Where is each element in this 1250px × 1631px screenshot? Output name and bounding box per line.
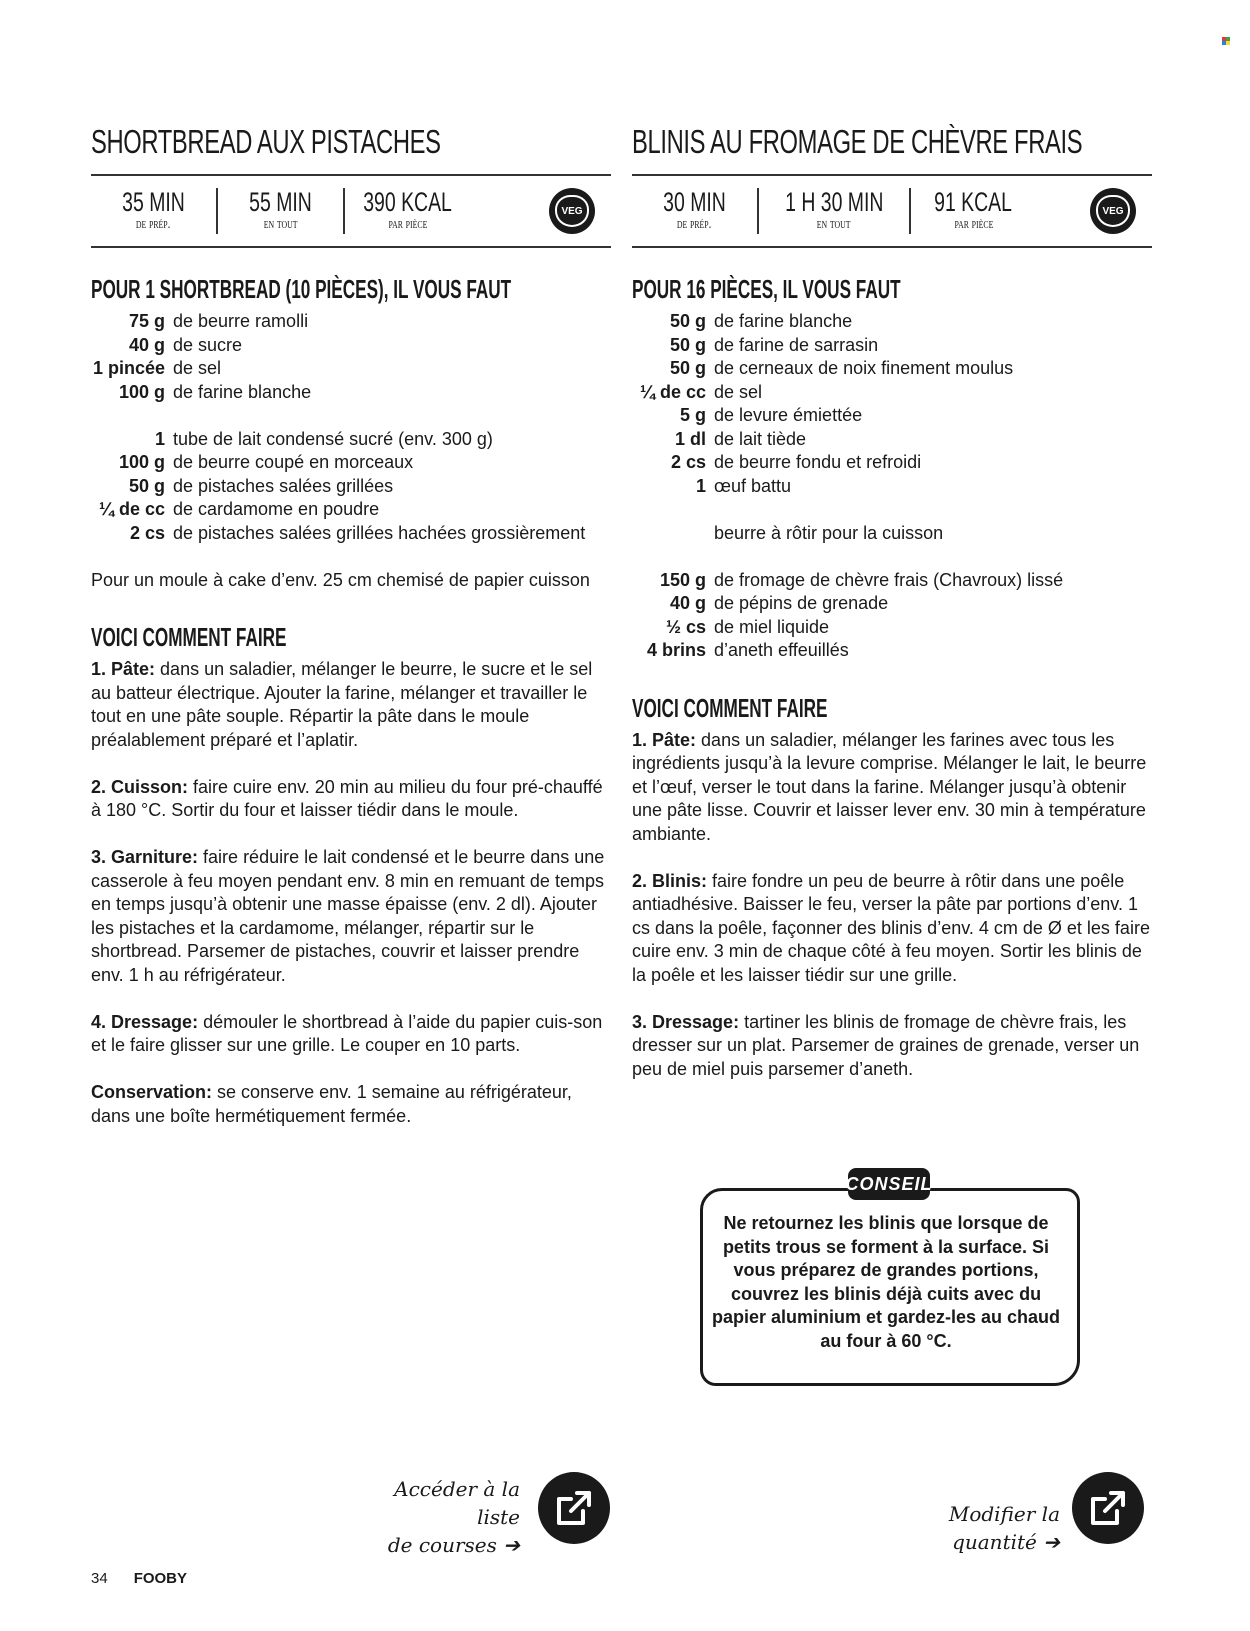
stat-prep — [91, 188, 216, 234]
ingredient-row — [632, 334, 1152, 358]
stat-value: 91 KCAL — [934, 187, 1013, 217]
stat-value: 30 MIN — [663, 187, 726, 217]
ingredient-text: de sucre — [173, 334, 243, 355]
ingredients-heading: POUR 1 SHORTBREAD (10 PIÈCES), IL VOUS FAUT — [91, 274, 512, 304]
recipe-title: SHORTBREAD AUX PISTACHES — [91, 123, 441, 160]
method-steps — [91, 658, 611, 1128]
step-label: 2. Blinis: — [632, 870, 708, 891]
ingredient-qty: ¼ de cc — [639, 381, 706, 402]
page-number: 34 — [91, 1570, 108, 1587]
tip-label: CONSEIL — [848, 1168, 930, 1200]
stat-value: 55 MIN — [249, 187, 312, 217]
ingredient-row — [632, 569, 1152, 593]
method-step — [91, 846, 611, 987]
modify-quantity-button[interactable] — [1072, 1472, 1144, 1544]
veg-icon: VEG — [549, 188, 595, 234]
ingredient-qty: 1 dl — [674, 428, 706, 449]
ingredient-row — [91, 475, 611, 499]
ingredient-row — [632, 451, 1152, 475]
page-footer — [91, 1570, 187, 1587]
method-step — [632, 1011, 1152, 1082]
veg-icon: VEG — [1090, 188, 1136, 234]
stat-value: 390 KCAL — [363, 187, 452, 217]
ingredient-text: de cardamome en poudre — [173, 499, 380, 519]
ingredient-text: tube de lait condensé sucré (env. 300 g) — [173, 428, 493, 449]
ingredient-qty: 1 — [695, 475, 706, 496]
external-link-icon — [1087, 1487, 1129, 1529]
ingredient-qty: 50 g — [669, 334, 706, 355]
ingredient-qty: 150 g — [659, 569, 706, 590]
step-label: Conservation: — [91, 1082, 213, 1102]
ingredient-row — [91, 522, 611, 546]
ingredient-text: de levure émiettée — [714, 405, 863, 425]
ingredient-qty: 2 cs — [670, 452, 706, 472]
ingredient-qty: 40 g — [669, 593, 706, 613]
external-link-icon — [553, 1487, 595, 1529]
ingredient-spacer — [632, 498, 1152, 522]
recipe-stats — [632, 174, 1152, 248]
mold-note: Pour un moule à cake d’env. 25 cm chemisé de papier cuisson — [91, 569, 590, 590]
ingredient-qty: ¼ de cc — [98, 499, 165, 519]
step-label: 3. Dressage: — [632, 1011, 740, 1032]
ingredient-qty: 50 g — [128, 475, 165, 496]
ingredient-row — [91, 381, 611, 405]
ingredient-text: de beurre fondu et refroidi — [714, 452, 922, 472]
step-text: faire réduire le lait condensé et le beurre dans une casserole à feu moyen pendant env. 8 min en remuant de temps en temps jusqu’à obtenir une masse épaisse (env. 2 dl). Ajouter les pistaches et la cardamome, mélanger, répartir sur le shortbread. Parsemer de pistaches, couvrir et laisser prendre env. 1 h au réfrigérateur. — [91, 847, 605, 985]
step-text: démouler le shortbread à l’aide du papier cuis-son et le faire glisser sur une grille. Le couper en 10 parts. — [91, 1011, 603, 1055]
ingredient-row — [91, 451, 611, 475]
ingredient-text: de farine de sarrasin — [714, 334, 879, 355]
ingredient-qty: 50 g — [669, 358, 706, 378]
ingredient-qty: 100 g — [118, 381, 165, 402]
ingredient-spacer — [91, 404, 611, 428]
step-label: 1. Pâte: — [91, 659, 156, 679]
stat-prep — [632, 188, 757, 234]
method-step — [91, 776, 611, 823]
method-heading: VOICI COMMENT FAIRE — [91, 622, 287, 652]
ingredient-qty: 4 brins — [646, 640, 706, 660]
ingredient-text: beurre à rôtir pour la cuisson — [714, 522, 944, 543]
step-label: 4. Dressage: — [91, 1011, 199, 1032]
ingredient-row — [91, 310, 611, 334]
ingredient-text: de farine blanche — [173, 381, 312, 402]
ingredient-row — [91, 357, 611, 381]
method-step — [632, 729, 1152, 847]
stat-total — [216, 188, 343, 234]
ingredient-row — [91, 498, 611, 522]
ingredient-qty — [632, 522, 714, 546]
stat-value: 35 MIN — [122, 187, 185, 217]
step-text: dans un saladier, mélanger le beurre, le sucre et le sel au batteur électrique. Ajouter la farine, mélanger et travailler le tout en une pâte souple. Répartir la pâte dans le moule préalablement préparé et l’aplatir. — [91, 659, 593, 750]
ingredients-list — [91, 310, 611, 545]
stat-total — [757, 188, 909, 234]
stat-label: en tout — [817, 217, 851, 232]
recipe-blinis — [632, 118, 1152, 1105]
recipe-shortbread — [91, 118, 611, 1152]
method-heading: VOICI COMMENT FAIRE — [632, 692, 828, 723]
ingredient-text: de farine blanche — [714, 311, 853, 331]
ingredient-spacer — [632, 545, 1152, 569]
ingredient-qty: 2 cs — [129, 522, 165, 543]
ingredients-heading: POUR 16 PIÈCES, IL VOUS FAUT — [632, 274, 901, 304]
step-text: se conserve env. 1 semaine au réfrigérateur, dans une boîte hermétiquement fermée. — [91, 1082, 572, 1126]
brand-logo: FOOBY — [133, 1570, 188, 1587]
method-step — [91, 658, 611, 752]
ingredient-row — [632, 522, 1152, 546]
method-step — [91, 1011, 611, 1058]
ingredient-qty: 40 g — [128, 334, 165, 355]
stat-label: par pièce — [954, 217, 993, 232]
shopping-list-button[interactable] — [538, 1472, 610, 1544]
ingredient-text: de pistaches salées grillées — [173, 475, 394, 496]
stat-label: par pièce — [388, 217, 427, 232]
step-label: 2. Cuisson: — [91, 776, 189, 797]
ingredient-row — [632, 310, 1152, 334]
ingredient-row — [91, 428, 611, 452]
ingredient-row — [632, 357, 1152, 381]
ingredient-qty: 5 g — [679, 405, 706, 425]
stat-label: de prép. — [136, 217, 171, 232]
step-text: faire cuire env. 20 min au milieu du four pré-chauffé à 180 °C. Sortir du four et laisser tiédir dans le moule. — [91, 776, 603, 820]
ingredient-text: de lait tiède — [714, 428, 807, 449]
ingredient-qty: 1 pincée — [92, 358, 165, 378]
ingredient-qty: 50 g — [669, 311, 706, 331]
recipe-stats — [91, 174, 611, 248]
ingredient-qty: 1 — [154, 428, 165, 449]
ingredients-list — [632, 310, 1152, 663]
ingredient-qty: ½ cs — [665, 616, 706, 637]
ingredient-text: de pistaches salées grillées hachées grossièrement — [173, 522, 586, 543]
ingredient-row — [632, 381, 1152, 405]
step-text: dans un saladier, mélanger les farines avec tous les ingrédients jusqu’à la levure comprise. Mélanger le lait, le beurre et l’œuf, verser le tout dans la farine. Mélanger jusqu’à obtenir une pâte lisse. Couvrir et laisser lever env. 30 min à température ambiante. — [632, 729, 1147, 844]
ingredient-text: de pépins de grenade — [714, 593, 889, 613]
ingredient-text: de miel liquide — [714, 616, 830, 637]
tip-text: Ne retournez les blinis que lorsque de petits trous se forment à la surface. Si vous préparez de grandes portions, couvrez les blinis déjà cuits avec du papier aluminium et gardez-les au chaud au four à 60 °C. — [711, 1213, 1061, 1351]
ingredient-text: de beurre coupé en morceaux — [173, 452, 414, 472]
ingredient-qty: 100 g — [118, 452, 165, 472]
step-label: 1. Pâte: — [632, 729, 697, 750]
step-text: tartiner les blinis de fromage de chèvre frais, les dresser sur un plat. Parsemer de graines de grenade, verser un peu de miel puis parsemer d’aneth. — [632, 1011, 1140, 1079]
ingredient-row — [632, 639, 1152, 663]
method-step — [632, 870, 1152, 988]
ingredient-row — [632, 404, 1152, 428]
step-text: faire fondre un peu de beurre à rôtir dans une poêle antiadhésive. Baisser le feu, verser la pâte par portions d’env. 1 cs dans la poêle, façonner des blinis d’env. 4 cm de Ø et les faire cuire env. 3 min de chaque côté à feu moyen. Sortir les blinis de la poêle et les laisser tiédir sur une grille. — [632, 870, 1150, 985]
color-mark — [1222, 32, 1230, 40]
ingredient-qty: 75 g — [128, 311, 165, 331]
ingredient-text: de beurre ramolli — [173, 311, 309, 331]
ingredient-text: de sel — [714, 381, 763, 402]
stat-kcal — [343, 188, 470, 234]
ingredient-row — [632, 592, 1152, 616]
stat-value: 1 H 30 MIN — [784, 187, 884, 217]
ingredient-row — [632, 428, 1152, 452]
recipe-title: BLINIS AU FROMAGE DE CHÈVRE FRAIS — [632, 123, 1083, 160]
method-step — [91, 1081, 611, 1128]
method-steps — [632, 729, 1152, 1082]
ingredient-text: d’aneth effeuillés — [714, 640, 849, 660]
stat-label: en tout — [263, 217, 298, 232]
ingredient-row — [632, 616, 1152, 640]
ingredient-row — [632, 475, 1152, 499]
ingredient-text: de sel — [173, 358, 222, 378]
stat-kcal — [909, 188, 1036, 234]
ingredient-text: œuf battu — [714, 475, 792, 496]
ingredient-text: de cerneaux de noix finement moulus — [714, 358, 1014, 378]
ingredient-text: de fromage de chèvre frais (Chavroux) lissé — [714, 569, 1064, 590]
ingredient-row — [91, 334, 611, 358]
shopping-list-link-text[interactable]: Accéder à la liste de courses ➔ — [387, 1477, 520, 1557]
quantity-link-text[interactable]: Modifier la quantité ➔ — [948, 1502, 1060, 1554]
stat-label: de prép. — [677, 217, 712, 232]
step-label: 3. Garniture: — [91, 847, 199, 867]
